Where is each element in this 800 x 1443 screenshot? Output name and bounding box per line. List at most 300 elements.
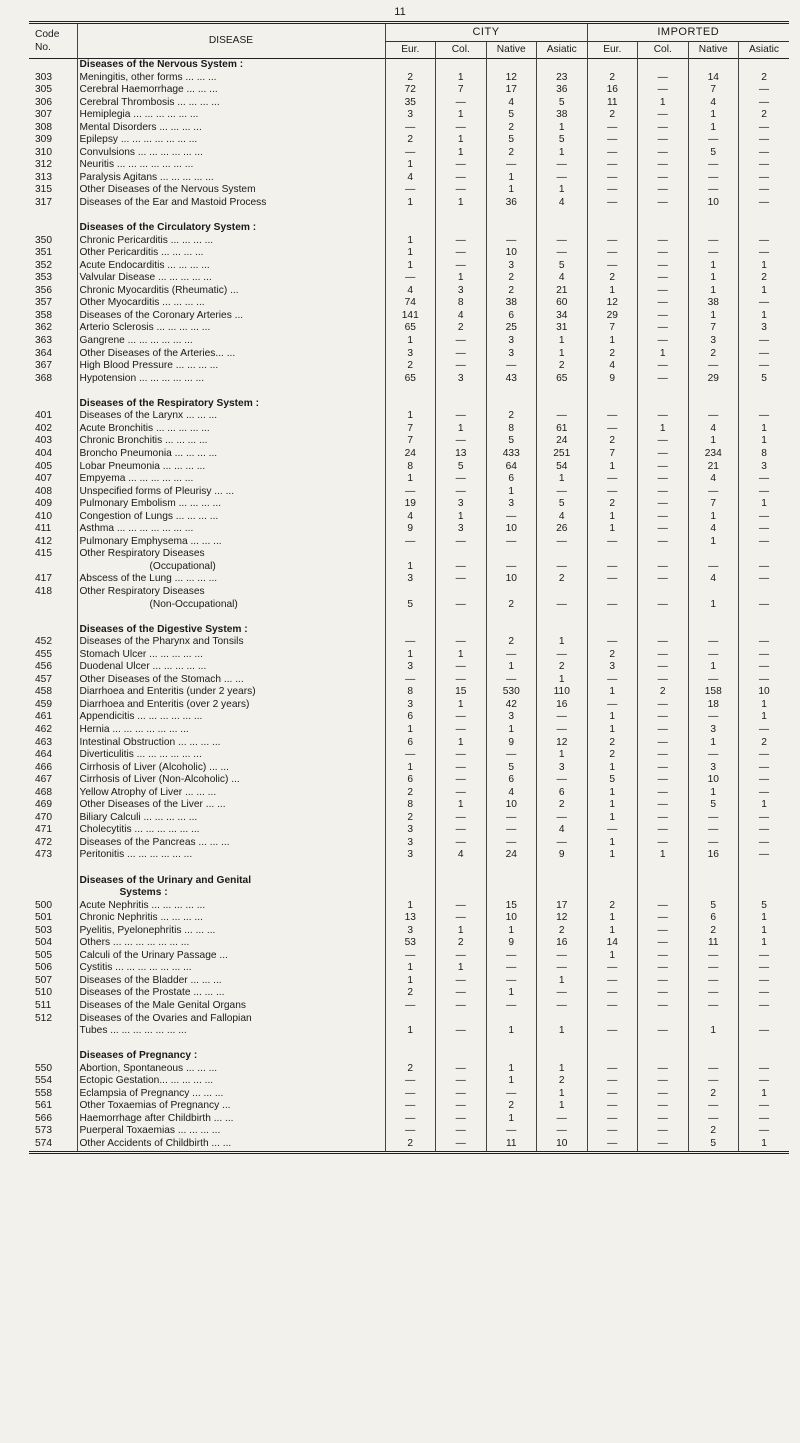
- disease-cell: [77, 197, 385, 210]
- disease-name: Chronic Nephritis ... ... ... ...: [79, 912, 203, 924]
- disease-name: Other Diseases of the Arteries... ...: [79, 347, 236, 359]
- imported-eur-cell: —: [587, 197, 638, 210]
- imported-col-cell: —: [638, 674, 689, 687]
- city-col-cell: —: [436, 724, 487, 737]
- city-asiatic-cell: 2: [537, 799, 588, 812]
- table-row: [29, 573, 789, 586]
- code-cell: 417: [35, 573, 52, 585]
- imported-eur-cell: 16: [587, 84, 638, 97]
- imported-col-cell: —: [638, 962, 689, 975]
- city-native-cell: 6: [486, 310, 537, 323]
- imported-eur-cell: [587, 1013, 638, 1026]
- imported-asiatic-header: Asiatic: [739, 42, 790, 59]
- section-heading-row: [29, 624, 789, 637]
- mortality-table: [29, 21, 789, 1154]
- city-asiatic-cell: 5: [537, 134, 588, 147]
- imported-col-cell: —: [638, 937, 689, 950]
- disease-name: Other Diseases of the Stomach ... ...: [79, 673, 244, 685]
- city-native-cell: 10: [486, 523, 537, 536]
- city-native-cell: —: [486, 511, 537, 524]
- city-eur-cell: 74: [385, 297, 436, 310]
- city-eur-cell: [385, 548, 436, 561]
- code-cell: [29, 599, 77, 612]
- disease-name: Pulmonary Emphysema ... ... ...: [79, 535, 222, 547]
- city-col-cell: —: [436, 749, 487, 762]
- code-cell: 506: [35, 962, 52, 974]
- city-asiatic-cell: 5: [537, 97, 588, 110]
- imported-eur-cell: —: [587, 1075, 638, 1088]
- city-eur-cell: 1: [385, 900, 436, 913]
- imported-eur-cell: —: [587, 159, 638, 172]
- code-cell: 409: [35, 498, 52, 510]
- disease-cell: [77, 912, 385, 925]
- imported-native-cell: —: [688, 975, 739, 988]
- city-asiatic-cell: 12: [537, 737, 588, 750]
- imported-asiatic-cell: —: [739, 1125, 790, 1138]
- imported-col-cell: —: [638, 762, 689, 775]
- disease-cell: [77, 737, 385, 750]
- disease-name: Valvular Disease ... ... ... ... ...: [79, 272, 212, 284]
- imported-col-cell: —: [638, 147, 689, 160]
- disease-cell: [77, 134, 385, 147]
- disease-cell: [77, 661, 385, 674]
- imported-col-cell: —: [638, 134, 689, 147]
- table-row: [29, 812, 789, 825]
- table-row: [29, 172, 789, 185]
- disease-cell: [77, 109, 385, 122]
- city-col-cell: —: [436, 184, 487, 197]
- city-native-cell: 2: [486, 599, 537, 612]
- disease-cell: [77, 1013, 385, 1026]
- imported-native-cell: 1: [688, 122, 739, 135]
- imported-eur-cell: —: [587, 473, 638, 486]
- table-row: [29, 122, 789, 135]
- table-row: [29, 235, 789, 248]
- city-eur-cell: 4: [385, 172, 436, 185]
- city-asiatic-cell: 21: [537, 285, 588, 298]
- city-asiatic-cell: 16: [537, 699, 588, 712]
- imported-asiatic-cell: —: [739, 511, 790, 524]
- city-eur-cell: 4: [385, 511, 436, 524]
- table-row: [29, 586, 789, 599]
- disease-name: Abscess of the Lung ... ... ... ...: [79, 573, 218, 585]
- code-cell: 463: [35, 736, 52, 748]
- disease-cell: [77, 699, 385, 712]
- table-row: [29, 1088, 789, 1101]
- city-native-cell: 4: [486, 787, 537, 800]
- imported-native-cell: —: [688, 812, 739, 825]
- city-eur-cell: —: [385, 1000, 436, 1013]
- imported-eur-cell: 1: [587, 837, 638, 850]
- imported-col-cell: —: [638, 900, 689, 913]
- city-eur-cell: —: [385, 1100, 436, 1113]
- city-native-cell: 25: [486, 322, 537, 335]
- imported-asiatic-cell: —: [739, 159, 790, 172]
- imported-native-cell: 1: [688, 435, 739, 448]
- imported-native-cell: 3: [688, 762, 739, 775]
- imported-eur-cell: —: [587, 536, 638, 549]
- city-col-cell: 1: [436, 962, 487, 975]
- city-native-cell: [486, 586, 537, 599]
- disease-cell: [77, 348, 385, 361]
- city-native-cell: 10: [486, 247, 537, 260]
- imported-eur-cell: —: [587, 1000, 638, 1013]
- disease-cell: [77, 1125, 385, 1138]
- imported-eur-cell: —: [587, 987, 638, 1000]
- city-col-cell: —: [436, 260, 487, 273]
- table-row: [29, 925, 789, 938]
- imported-native-cell: 2: [688, 1088, 739, 1101]
- city-col-cell: —: [436, 348, 487, 361]
- imported-native-cell: 1: [688, 1025, 739, 1038]
- disease-cell: [77, 787, 385, 800]
- disease-cell: [77, 548, 385, 561]
- imported-native-cell: 1: [688, 272, 739, 285]
- city-col-cell: 3: [436, 523, 487, 536]
- disease-cell: [77, 573, 385, 586]
- city-native-cell: 9: [486, 737, 537, 750]
- city-native-cell: 42: [486, 699, 537, 712]
- section-heading: [77, 875, 385, 888]
- code-cell: 362: [35, 322, 52, 334]
- city-col-cell: —: [436, 1075, 487, 1088]
- imported-native-cell: 1: [688, 109, 739, 122]
- city-asiatic-cell: 23: [537, 72, 588, 85]
- city-native-cell: 530: [486, 686, 537, 699]
- table-row: [29, 1125, 789, 1138]
- code-cell: 410: [35, 510, 52, 522]
- city-native-cell: 9: [486, 937, 537, 950]
- city-native-cell: —: [486, 950, 537, 963]
- imported-asiatic-cell: 1: [739, 912, 790, 925]
- city-native-cell: —: [486, 1000, 537, 1013]
- table-row: [29, 724, 789, 737]
- imported-col-header: Col.: [638, 42, 689, 59]
- imported-native-cell: —: [688, 1100, 739, 1113]
- table-row: [29, 686, 789, 699]
- imported-eur-cell: —: [587, 1125, 638, 1138]
- code-cell: 306: [35, 96, 52, 108]
- imported-eur-cell: —: [587, 962, 638, 975]
- table-row: [29, 661, 789, 674]
- city-eur-header: Eur.: [385, 42, 436, 59]
- imported-col-cell: —: [638, 925, 689, 938]
- disease-cell: [77, 837, 385, 850]
- city-eur-cell: —: [385, 486, 436, 499]
- imported-col-cell: —: [638, 473, 689, 486]
- city-asiatic-cell: —: [537, 837, 588, 850]
- imported-asiatic-cell: —: [739, 812, 790, 825]
- city-col-cell: 3: [436, 498, 487, 511]
- city-col-cell: 1: [436, 197, 487, 210]
- city-native-cell: 1: [486, 661, 537, 674]
- disease-name: Other Respiratory Diseases: [79, 585, 205, 597]
- code-cell: 500: [35, 899, 52, 911]
- city-col-cell: —: [436, 473, 487, 486]
- city-header: CITY: [385, 23, 587, 42]
- city-eur-cell: 3: [385, 661, 436, 674]
- imported-eur-cell: 2: [587, 272, 638, 285]
- imported-native-cell: —: [688, 235, 739, 248]
- disease-cell: [77, 498, 385, 511]
- city-eur-cell: 2: [385, 360, 436, 373]
- imported-native-cell: 16: [688, 849, 739, 862]
- imported-native-cell: —: [688, 1063, 739, 1076]
- section-heading-label: Diseases of Pregnancy :: [79, 1050, 198, 1062]
- city-col-cell: 8: [436, 297, 487, 310]
- imported-native-cell: 1: [688, 737, 739, 750]
- code-cell: 469: [35, 799, 52, 811]
- code-cell: 504: [35, 937, 52, 949]
- city-eur-cell: 3: [385, 837, 436, 850]
- code-cell: 550: [35, 1062, 52, 1074]
- disease-name: Other Accidents of Childbirth ... ...: [79, 1138, 232, 1150]
- code-no-header: Code No.: [35, 29, 60, 53]
- city-col-cell: —: [436, 774, 487, 787]
- imported-asiatic-cell: 1: [739, 711, 790, 724]
- imported-eur-cell: 14: [587, 937, 638, 950]
- city-col-cell: 3: [436, 373, 487, 386]
- city-col-cell: 5: [436, 461, 487, 474]
- imported-col-cell: 2: [638, 686, 689, 699]
- table-row: [29, 159, 789, 172]
- disease-name: Gangrene ... ... ... ... ... ...: [79, 335, 193, 347]
- city-native-cell: 6: [486, 774, 537, 787]
- code-cell: 404: [35, 447, 52, 459]
- imported-eur-cell: [587, 586, 638, 599]
- imported-native-cell: 4: [688, 423, 739, 436]
- imported-eur-cell: 1: [587, 787, 638, 800]
- imported-asiatic-cell: —: [739, 636, 790, 649]
- city-asiatic-cell: —: [537, 987, 588, 1000]
- imported-asiatic-cell: —: [739, 573, 790, 586]
- city-asiatic-cell: —: [537, 599, 588, 612]
- imported-eur-cell: —: [587, 147, 638, 160]
- code-cell: 473: [35, 849, 52, 861]
- imported-col-cell: —: [638, 1100, 689, 1113]
- imported-eur-cell: —: [587, 410, 638, 423]
- disease-name: Broncho Pneumonia ... ... ... ...: [79, 447, 218, 459]
- disease-name: Diseases of the Bladder ... ... ...: [79, 974, 222, 986]
- table-row: [29, 762, 789, 775]
- disease-name: Chronic Pericarditis ... ... ... ...: [79, 234, 214, 246]
- city-native-cell: 2: [486, 1100, 537, 1113]
- imported-col-cell: 1: [638, 97, 689, 110]
- imported-asiatic-cell: —: [739, 1063, 790, 1076]
- disease-name: Cirrhosis of Liver (Non-Alcoholic) ...: [79, 774, 240, 786]
- imported-col-cell: —: [638, 109, 689, 122]
- disease-cell: [77, 812, 385, 825]
- table-row: [29, 448, 789, 461]
- imported-col-cell: —: [638, 285, 689, 298]
- code-cell: 303: [35, 71, 52, 83]
- imported-col-cell: —: [638, 448, 689, 461]
- disease-cell: [77, 987, 385, 1000]
- disease-name: Diarrhoea and Enteritis (under 2 years): [79, 686, 256, 698]
- imported-asiatic-cell: 1: [739, 1138, 790, 1152]
- city-native-cell: 1: [486, 1113, 537, 1126]
- city-eur-cell: 1: [385, 235, 436, 248]
- disease-name: High Blood Pressure ... ... ... ...: [79, 360, 219, 372]
- city-eur-cell: 1: [385, 197, 436, 210]
- imported-asiatic-cell: —: [739, 348, 790, 361]
- code-cell: 561: [35, 1100, 52, 1112]
- city-col-cell: 1: [436, 147, 487, 160]
- city-eur-cell: 2: [385, 787, 436, 800]
- city-native-cell: 17: [486, 84, 537, 97]
- city-col-cell: —: [436, 1138, 487, 1152]
- city-asiatic-cell: 251: [537, 448, 588, 461]
- code-cell: 411: [35, 523, 52, 535]
- disease-name: Other Toxaemias of Pregnancy ...: [79, 1100, 231, 1112]
- city-col-cell: —: [436, 987, 487, 1000]
- disease-name: Chronic Bronchitis ... ... ... ...: [79, 435, 208, 447]
- imported-asiatic-cell: —: [739, 749, 790, 762]
- city-asiatic-cell: 4: [537, 824, 588, 837]
- imported-asiatic-cell: —: [739, 599, 790, 612]
- imported-col-cell: —: [638, 486, 689, 499]
- imported-native-cell: 21: [688, 461, 739, 474]
- city-eur-cell: 2: [385, 134, 436, 147]
- disease-cell: [77, 72, 385, 85]
- section-spacer: [29, 1038, 789, 1051]
- disease-cell: [77, 335, 385, 348]
- imported-col-cell: —: [638, 1000, 689, 1013]
- city-eur-cell: 3: [385, 573, 436, 586]
- city-eur-cell: —: [385, 536, 436, 549]
- code-cell: 308: [35, 121, 52, 133]
- city-asiatic-cell: 1: [537, 674, 588, 687]
- city-asiatic-cell: 4: [537, 197, 588, 210]
- city-asiatic-cell: —: [537, 410, 588, 423]
- imported-col-cell: 1: [638, 849, 689, 862]
- section-spacer: [29, 862, 789, 875]
- table-row: [29, 737, 789, 750]
- city-native-cell: 5: [486, 134, 537, 147]
- imported-native-cell: 1: [688, 536, 739, 549]
- city-native-cell: 1: [486, 724, 537, 737]
- imported-eur-header: Eur.: [587, 42, 638, 59]
- city-col-cell: 1: [436, 423, 487, 436]
- city-asiatic-cell: 31: [537, 322, 588, 335]
- city-eur-cell: 1: [385, 975, 436, 988]
- disease-name: Other Pericarditis ... ... ... ...: [79, 247, 204, 259]
- imported-eur-cell: 11: [587, 97, 638, 110]
- city-native-cell: 8: [486, 423, 537, 436]
- city-col-cell: 1: [436, 272, 487, 285]
- disease-name: Cerebral Haemorrhage ... ... ...: [79, 84, 218, 96]
- imported-eur-cell: 1: [587, 335, 638, 348]
- city-col-cell: —: [436, 536, 487, 549]
- code-cell: 350: [35, 234, 52, 246]
- table-row: [29, 486, 789, 499]
- section-heading-row: [29, 875, 789, 888]
- imported-eur-cell: 2: [587, 749, 638, 762]
- disease-cell: [77, 762, 385, 775]
- imported-asiatic-cell: —: [739, 147, 790, 160]
- imported-native-header: Native: [688, 42, 739, 59]
- code-cell: 464: [35, 749, 52, 761]
- city-col-cell: —: [436, 1113, 487, 1126]
- imported-native-cell: 3: [688, 724, 739, 737]
- city-col-cell: —: [436, 1000, 487, 1013]
- imported-native-cell: —: [688, 987, 739, 1000]
- city-col-cell: —: [436, 486, 487, 499]
- table-row: [29, 636, 789, 649]
- disease-cell: [77, 310, 385, 323]
- imported-native-cell: —: [688, 837, 739, 850]
- disease-name: Stomach Ulcer ... ... ... ... ...: [79, 648, 203, 660]
- code-cell: 459: [35, 698, 52, 710]
- city-native-cell: —: [486, 1088, 537, 1101]
- city-col-cell: 13: [436, 448, 487, 461]
- city-col-cell: 2: [436, 322, 487, 335]
- page-number: 11: [394, 6, 406, 18]
- city-eur-cell: 72: [385, 84, 436, 97]
- disease-cell: [77, 599, 385, 612]
- table-row: [29, 937, 789, 950]
- table-row: [29, 109, 789, 122]
- city-col-cell: [436, 548, 487, 561]
- disease-name: Other Myocarditis ... ... ... ...: [79, 297, 205, 309]
- imported-asiatic-cell: —: [739, 987, 790, 1000]
- disease-cell: [77, 1113, 385, 1126]
- imported-native-cell: 11: [688, 937, 739, 950]
- city-asiatic-cell: 5: [537, 260, 588, 273]
- code-cell: 511: [35, 1000, 52, 1012]
- disease-name: Cerebral Thrombosis ... ... ... ...: [79, 96, 220, 108]
- table-row: [29, 461, 789, 474]
- imported-col-cell: —: [638, 950, 689, 963]
- imported-native-cell: 18: [688, 699, 739, 712]
- city-col-cell: —: [436, 1025, 487, 1038]
- imported-asiatic-cell: —: [739, 486, 790, 499]
- table-row: [29, 787, 789, 800]
- table-row: [29, 987, 789, 1000]
- table-row: [29, 373, 789, 386]
- imported-native-cell: 1: [688, 661, 739, 674]
- table-row: [29, 473, 789, 486]
- imported-asiatic-cell: —: [739, 360, 790, 373]
- city-native-cell: 1: [486, 1075, 537, 1088]
- imported-asiatic-cell: —: [739, 235, 790, 248]
- disease-name: Other Diseases of the Liver ... ...: [79, 799, 226, 811]
- imported-col-cell: —: [638, 724, 689, 737]
- table-row: [29, 523, 789, 536]
- section-spacer: [29, 611, 789, 624]
- code-cell: 566: [35, 1112, 52, 1124]
- code-cell: 305: [35, 84, 52, 96]
- imported-native-cell: —: [688, 711, 739, 724]
- city-col-cell: —: [436, 172, 487, 185]
- code-cell: [29, 1025, 77, 1038]
- imported-eur-cell: 1: [587, 523, 638, 536]
- city-native-cell: —: [486, 536, 537, 549]
- code-cell: 452: [35, 636, 52, 648]
- imported-col-cell: —: [638, 649, 689, 662]
- city-eur-cell: —: [385, 674, 436, 687]
- city-asiatic-cell: 54: [537, 461, 588, 474]
- imported-asiatic-cell: —: [739, 197, 790, 210]
- imported-asiatic-cell: —: [739, 837, 790, 850]
- disease-cell: [77, 84, 385, 97]
- code-cell: 357: [35, 297, 52, 309]
- imported-native-cell: 10: [688, 774, 739, 787]
- imported-native-cell: 7: [688, 84, 739, 97]
- city-native-cell: 2: [486, 122, 537, 135]
- city-col-cell: 15: [436, 686, 487, 699]
- imported-col-cell: —: [638, 84, 689, 97]
